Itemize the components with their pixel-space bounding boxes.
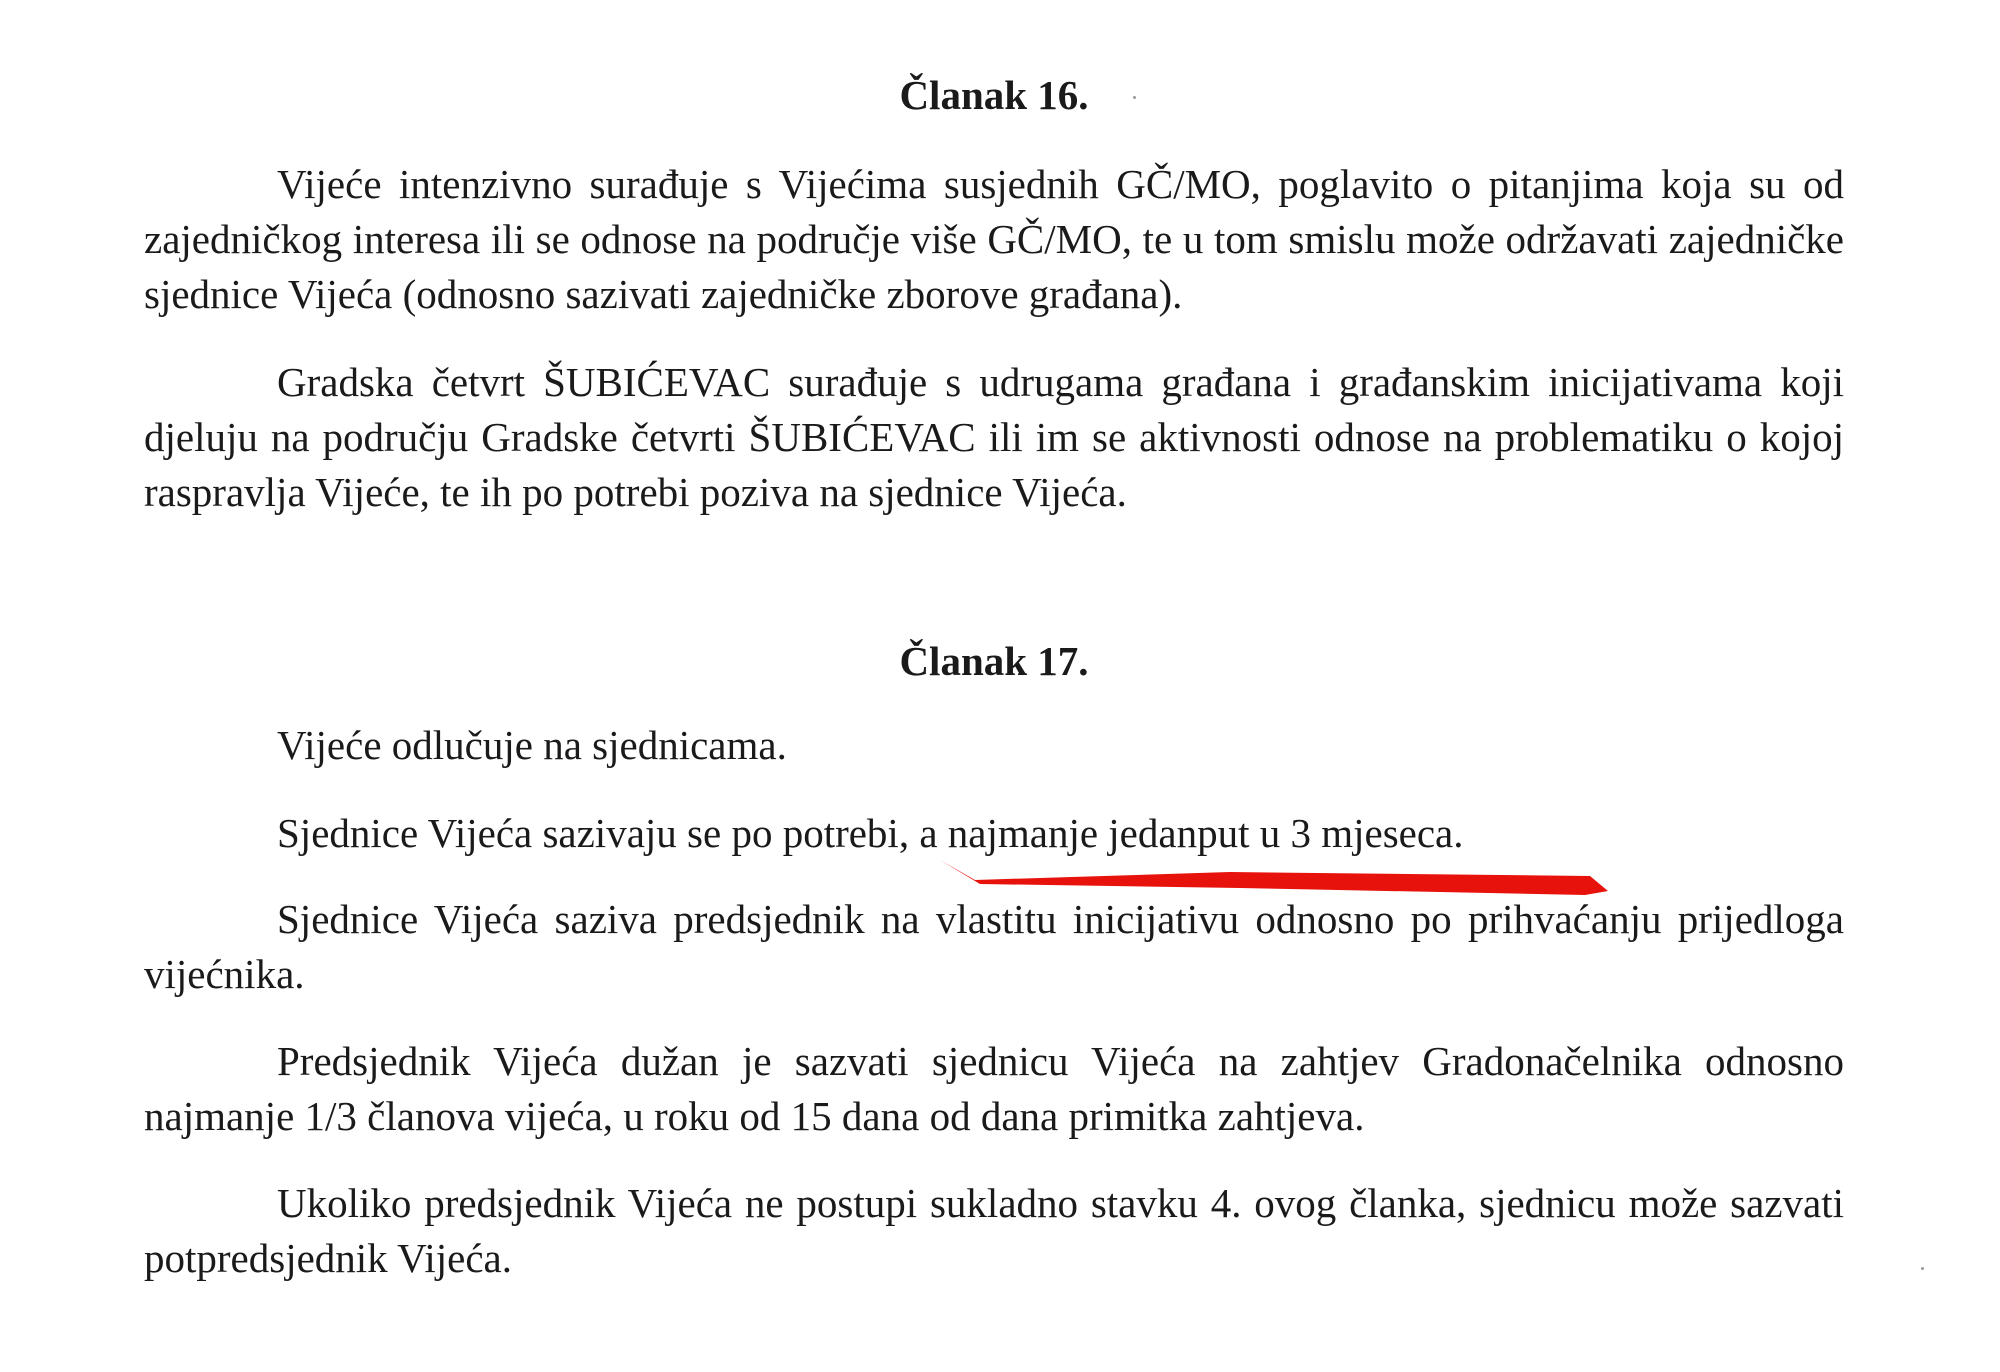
article-17-paragraph-2: Sjednice Vijeća sazivaju se po potrebi, a najmanje jedanput u 3 mjeseca.: [277, 810, 1464, 856]
article-17-paragraph-3: Sjednice Vijeća saziva predsjednik na vlastitu inicijativu odnosno po prihvaćanju prijedloga vijećnika.: [144, 896, 1844, 997]
article-16-paragraph-2: Gradska četvrt ŠUBIĆEVAC surađuje s udrugama građana i građanskim inicijativama koji djeluju na području Gradske četvrti ŠUBIĆEVAC ili im se aktivnosti odnose na problematiku o kojoj raspravlja Vijeće, te ih po potrebi poziva na sjednice Vijeća.: [144, 359, 1844, 515]
article-17-paragraph-1: Vijeće odlučuje na sjednicama.: [277, 722, 787, 768]
article-17-heading: Članak 17.: [899, 638, 1089, 684]
red-underline-stroke: [940, 860, 1608, 895]
article-17-paragraph-5: Ukoliko predsjednik Vijeća ne postupi sukladno stavku 4. ovog članka, sjednicu može sazvati potpredsjednik Vijeća.: [144, 1180, 1844, 1281]
article-16-paragraph-1: Vijeće intenzivno surađuje s Vijećima susjednih GČ/MO, poglavito o pitanjima koja su od zajedničkog interesa ili se odnose na područje više GČ/MO, te u tom smislu može održavati zajedničke sjednice Vijeća (odnosno sazivati zajedničke zborove građana).: [144, 161, 1844, 317]
article-17-paragraph-4: Predsjednik Vijeća dužan je sazvati sjednicu Vijeća na zahtjev Gradonačelnika odnosno najmanje 1/3 članova vijeća, u roku od 15 dana od dana primitka zahtjeva.: [144, 1038, 1844, 1139]
scan-speck: [1921, 1267, 1924, 1270]
scan-speck: [1133, 96, 1136, 99]
article-16-heading: Članak 16.: [899, 72, 1089, 118]
